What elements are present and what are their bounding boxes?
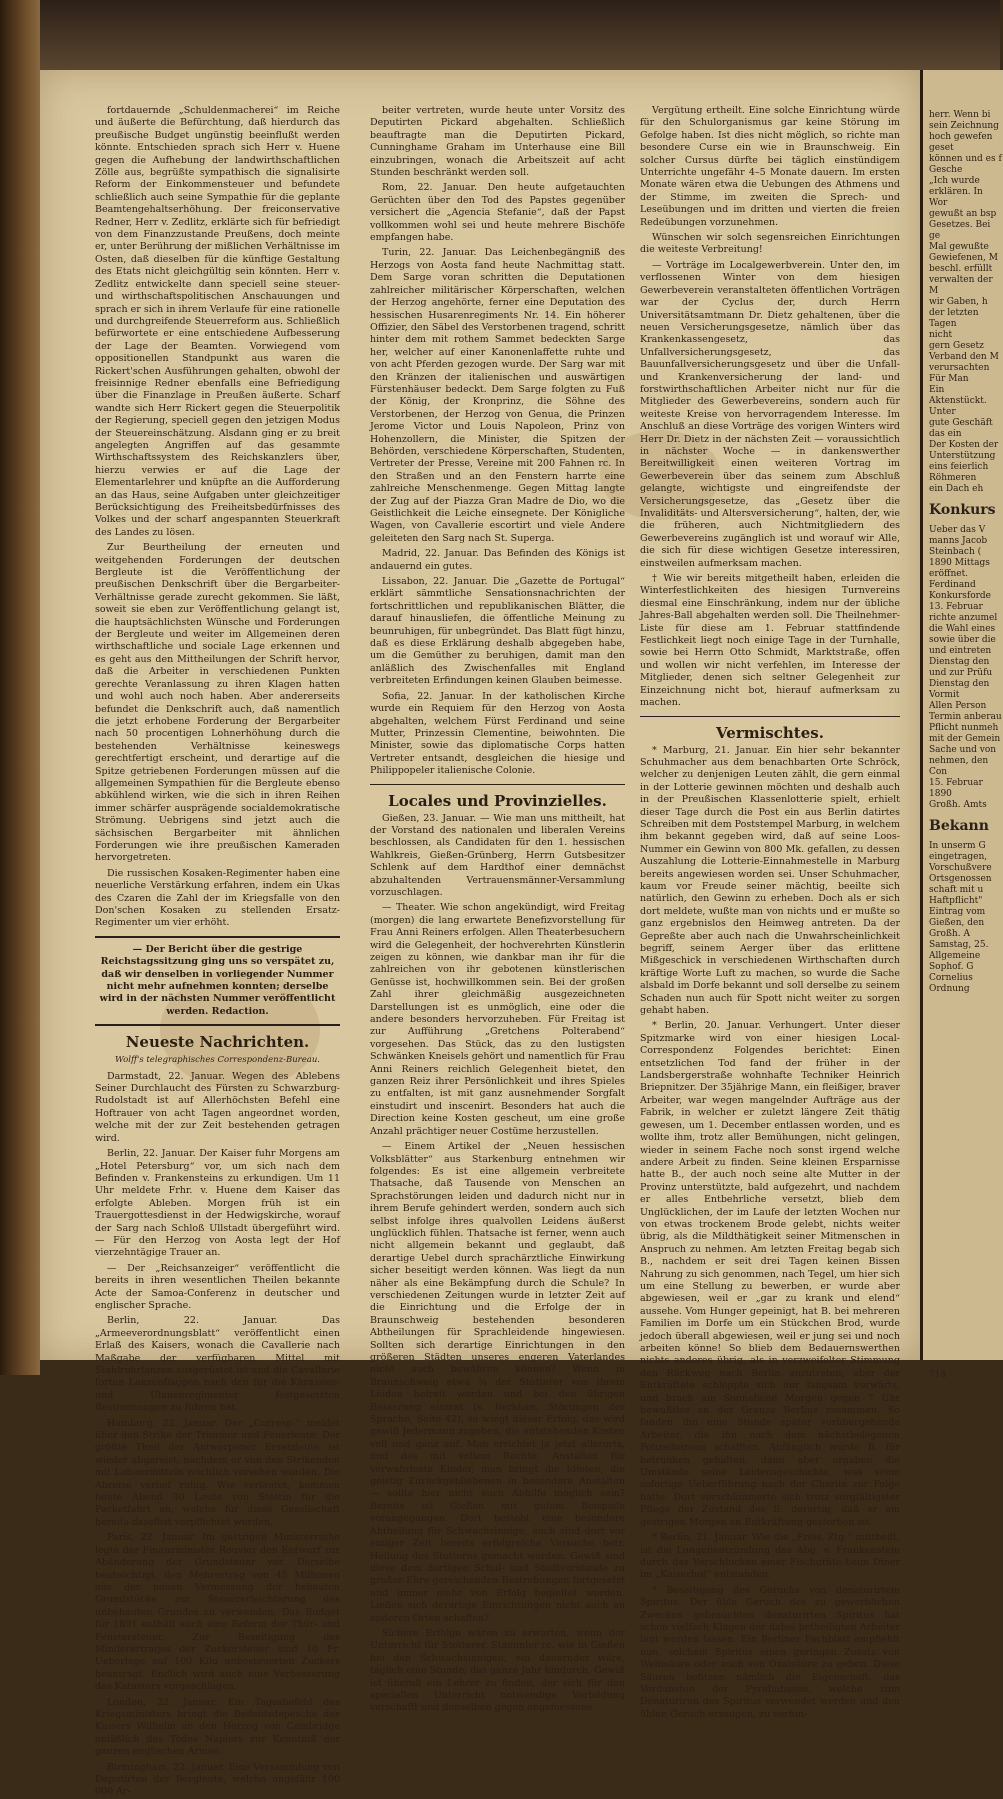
- fragment-heading-bekannt: Bekann: [929, 818, 989, 834]
- fragment-lines-top: [929, 110, 1003, 495]
- fragment-line: das ein: [929, 429, 962, 439]
- news-item: London, 22. Januar. Ein Tagesbefehl des Kriegsministers bringt die Beileidsdepesche des Kaisers Wilhelm an den Herzog von Cambridge anläßlich des Todes Napiers zur Kenntniß der ganzen englischen Armee.: [95, 1696, 340, 1758]
- news-item: — Der „Reichsanzeiger“ veröffentlicht die bereits in ihren wesentlichen Theilen bekannte Acte der Samoa-Conferenz in deutscher und englischer Sprache.: [95, 1262, 340, 1311]
- news-item: † Wie wir bereits mitgetheilt haben, erleiden die Winterfestlichkeiten des hiesigen Turnvereins diesmal eine Einschränkung, indem nur der übliche Jahres-Ball abgehalten werden soll. Die Theilnehmer-Liste für diese am 1. Februar stattfindende Festlichkeit liegt noch einige Tage in der Turnhalle, sowie bei Herrn Otto Schmidt, Marktstraße, offen und wollen wir nicht verfehlen, im Interesse der Mitglieder, denen sich seltner Gelegenheit zur Einzeichnung nicht bot, hierauf aufmerksam zu machen.: [640, 573, 900, 709]
- fragment-line: Pflicht nunmeh: [929, 723, 999, 733]
- article-paragraph: Die russischen Kosaken-Regimenter haben eine neuerliche Verstärkung erfahren, indem ein Ukas des Czaren die Zahl der im Kriegsfalle von den Don'schen Kosaken zu stellenden Ersatz-Regimenter um vier erhöht.: [95, 867, 340, 929]
- fragment-line: verwalten der M: [929, 275, 993, 296]
- fragment-line: 1890 Mittags: [929, 558, 990, 568]
- news-item: * Berlin, 21. Januar. Wie die „Freis. Ztg.“ mittheilt, ist die Lungenentzündung des Abg. v. Frankenstein durch das Verschlucken einer Fischgräte beim Diner im „Kaiserhof“ entstanden.: [640, 1532, 900, 1581]
- divider: [370, 784, 625, 785]
- section-subtitle: Wolff's telegraphisches Correspondenz-Bureau.: [114, 1055, 321, 1066]
- fragment-line: verursachten: [929, 363, 990, 373]
- book-binding: [0, 0, 40, 1375]
- fragment-line: und eintreten: [929, 646, 992, 656]
- article-paragraph: fortdauernde „Schuldenmacherei“ im Reiche und äußerte die Befürchtung, daß hierdurch das preußische Budget ungünstig beeinflußt werden könnte. Entschieden sprach sich Herr v. Huene gegen die Aufhebung der landwirthschaftlichen Zölle aus, begrüßte sympathisch die signalisirte Reform der Einkommensteuer und befundete schließlich auch seine Sympathie für die geplante Beamtengehaltserhöhung. Der freiconservative Redner, Herr v. Zedlitz, erklärte sich für befriedigt von dem Finanzzustande Preußens, doch meinte er, unter Berührung der mißlichen Verhältnisse im Osten, daß dieselben für die künftige Gestaltung des Etats nicht gleichgültig sein könnten. Herr v. Zedlitz entwickelte dann speciell seine steuer- und wirthschaftspolitischen Anschauungen und sprach er sich in ihrem Verlaufe für eine rationelle und durchgreifende Steuerreform aus. Schließlich befürwortete er eine entschiedene Aufbesserung der Lage der Beamten. Vorwiegend vom oppositionellen Standpunkt aus waren die Rickert'schen Ausführungen gehalten, obwohl der freisinnige Redner ebenfalls eine Befriedigung über die Finanzlage in Preußen äußerte. Scharf wandte sich Herr Rickert gegen die Steuerpolitik der Regierung, speciell gegen den jetzigen Modus der Steuereinschätzung. Alsdann ging er zu breit angelegten Angriffen auf das gesammte Wirthschaftssystem des Reichskanzlers über, hierzu verwies er auf die Lage der Elementarlehrer und knüpfte an die Aufforderung an das Haus, seine Aufgaben unter gleichzeitiger Berücksichtigung des Freiheitsbedürfnisses des Volkes und der scharf angespannten Steuerkraft des Landes zu lösen.: [95, 105, 340, 538]
- fragment-line: Vorschußvere: [929, 863, 992, 873]
- fragment-line: Für Man: [929, 374, 969, 384]
- fragment-line: Eintrag vom: [929, 907, 986, 917]
- fragment-line: Verband den M: [929, 352, 999, 362]
- fragment-lines-mid: [929, 525, 1003, 811]
- news-item: Hamburg, 22. Januar. Der „Corresp.“ meldet über den Strike der Trimmer und Feuerleute: Der größte Theil der Antwerpener Ersatzleute ist wieder abgereist, nachdem er von den Strikenden mit Lebensmitteln reichlich versehen worden. Die Abreise verlief ruhig. Wie verlautet, kommen heute Abend 30 Leute von Stettin für die Packetfahrt an, welche für diese Gesellschaft bereits daselbst verpflichtet wurden.: [95, 1417, 340, 1528]
- fragment-line: Ordnung: [929, 984, 970, 994]
- fragment-line: mit der Gemein: [929, 734, 1001, 744]
- news-item: Darmstadt, 22. Januar. Wegen des Ablebens Seiner Durchlaucht des Fürsten zu Schwarzburg-Rudolstadt ist auf Allerhöchsten Befehl eine Hoftrauer von acht Tagen angeordnet worden, welche mit der zur Zeit bestehenden getragen wird.: [95, 1070, 340, 1144]
- section-title-vermischtes: Vermischtes.: [716, 723, 824, 742]
- fragment-line: Gesetzes. Bei ge: [929, 220, 991, 241]
- fragment-line: eins feierlich: [929, 462, 989, 472]
- fragment-line: Gesche: [929, 165, 963, 175]
- news-item: Wünschen wir solch segensreichen Einrichtungen die weiteste Verbreitung!: [640, 232, 900, 256]
- adjacent-page-fragment: [920, 70, 1003, 1380]
- fragment-line: In unserm G: [929, 841, 986, 851]
- fragment-line: Haftpflicht": [929, 896, 983, 906]
- fragment-line: Allgemeine: [929, 951, 981, 961]
- news-item: Gießen, 23. Januar. — Wie man uns mittheilt, hat der Vorstand des nationalen und liberalen Vereins beschlossen, als Candidaten für den 1. hessischen Wahlkreis, Gießen-Grünberg, Herrn Gutsbesitzer Schlenk auf dem Hardthof einer demnächst abzuhaltenden Vertrauensmänner-Versammlung vorzuschlagen.: [370, 812, 625, 898]
- fragment-line: „Ich wurde: [929, 176, 980, 186]
- fragment-line: herr. Wenn bi: [929, 110, 991, 120]
- news-item: Birmingham, 22. Januar. Eine Versammlung von Deputirten der Bergleute, welche ungefähr 100 000 Ar-: [95, 1761, 340, 1798]
- adjacent-page-text: [929, 110, 1003, 1360]
- news-item: Sichere Erfolge wären zu erwarten, wenn der Unterricht für Stotterer, Stammler rc. wie in Gießen bei den Schwachsinnigen, ein dauernder wäre, täglich eine Stunde, das ganze Jahr hindurch. Gewiß ist überall ein Lehrer zu finden, der sich für den speciellen Unterricht notwendige Vorbildung verschafft und denselben gegen angemessene: [370, 1627, 625, 1714]
- fragment-line: schaft mit u: [929, 885, 984, 895]
- fragment-line: Sache und von: [929, 745, 997, 755]
- fragment-line: Samstag, 25.: [929, 940, 989, 950]
- fragment-line: wir Gaben, h: [929, 297, 988, 307]
- column-1: [95, 105, 340, 1798]
- news-item: Vergütung ertheilt. Eine solche Einrichtung würde für den Schulorganismus gar keine Störung im Gefolge haben. Ist dies nicht möglich, so richte man besondere Curse ein wie in Braunschweig. Ein solcher Cursus dürfte bei täglich einstündigem Unterrichte ungefähr 4–5 Monate dauern. Im ersten Monate wären etwa die Uebungen des Athmens und der Stimme, im zweiten die Sprech- und Leseübungen und im dritten und vierten die freien Redeübungen vorzunehmen.: [640, 105, 900, 228]
- news-item: Paris, 22. Januar. Im gestrigen Ministerrathe legte der Finanzminister Rouvier den Entwurf zur Abänderung der Grundsteuer vor. Derselbe beabsichtigt, den Mehrertrag von 45 Millionen aus der neuen Vermessung der bebauten Grundstücke zur Steuererleichterung des unbebauten Grundes zu verwenden. Das Budget für 1891 enthält auch eine Reform der Thür- und Fenstersteuer. Zur Beseitigung des Minderertrages der Zuckersteuer sind 10 Fr. Ueberlage auf 100 Kilo unbesteuerten Zuckers beantragt. Endlich wird auch eine Verbesserung des Katasters vorgeschlagen.: [95, 1532, 340, 1693]
- news-item: * Beseitigung des Geruchs von denaturirtem Spiritus. Der üble Geruch des zu gewerblichen Zwecken gebrauchten denaturirten Spiritus hat schon vielfach Klagen der dabei betheiligten Arbeiter laut werden lassen. Ein Berliner Fachblatt empfiehlt nun, solchem Spiritus einen geringen Zusatz von Weinsäure oder auch von Oxalsäure zu geben. Diese Säuren befitzen nämlich die Eigenschaft, das Verdunsten der Pyridinbasen, welche zum Denaturiren des Spiritus verwendet werden und den üblen Geruch erzeugen, zu verhin-: [640, 1584, 900, 1720]
- fragment-line: Dienstag den: [929, 657, 990, 667]
- fragment-line: Gießen, den: [929, 918, 985, 928]
- fragment-line: Ferdinand: [929, 580, 976, 590]
- news-item: * Berlin, 20. Januar. Verhungert. Unter dieser Spitzmarke wird von einer hiesigen Local-Correspondenz Folgendes berichtet: Einen entsetzlichen Tod fand der früher in der Landsbergerstraße wohnhafte Techniker Heinrich Briepnitzer. Der 35jährige Mann, ein fleißiger, braver Arbeiter, war wegen mangelnder Aufträge aus der Fabrik, in welcher er zuletzt längere Zeit thätig gewesen, um 1. December entlassen worden, und es wollte ihm, trotz aller Bemühungen, nicht gelingen, wieder in seinem Fache noch sonst irgend welche andere Arbeit zu finden. Seine kleinen Ersparnisse hatte B., der auch noch seine alte Mutter in der Provinz unterstützte, bald aufgezehrt, und nachdem er alles Entbehrliche versetzt, blieb dem Unglücklichen, der im Laufe der letzten Wochen nur von etwas trockenem Brode gelebt, nichts weiter übrig, als die Mildthätigkeit seiner Mitmenschen in Anspruch zu nehmen. Am letzten Freitag begab sich B., nachdem er seit drei Tagen keinen Bissen Nahrung zu sich genommen, nach Tegel, um hier sich um eine Stellung zu bewerben, er wurde aber abgewiesen, weil er „gar zu krank und elend“ aussehe. Vom Hunger gepeinigt, hat B. bei mehreren Familien im Dorfe um ein Stückchen Brod, wurde jedoch überall abgewiesen, weil er jung sei und noch arbeiten könne! So blieb dem Bedauernswerthen nichts anderes übrig, als in verzweifelter Stimmung den Rückweg nach Berlin anzutreten, aber der Entkräftete schleppte sich nur langsam vorwärts, und brach am Sonnabend Morgen gegen 7 Uhr bewußtlos an der Grenze Berlins zusammen. So fanden ihn eine Stunde später vorübergehende Arbeiter, die ihn nach dem nächstbelegenen Polizeibureau schafften. Anfänglich wurde B. für betrunken gehalten, dann aber ergaben die Umstände seine Leidensgeschichte, was seine sofortige Ueberführung nach der Charité zur Folge hatte. Dort verschlimmerte sich trotz sorgfältigster Pflege der Zustand des B. derartig, daß er am gestrigen Morgen an Entkräftung gestorben ist.: [640, 1020, 900, 1528]
- divider: [95, 1024, 340, 1026]
- news-item: Sofia, 22. Januar. In der katholischen Kirche wurde ein Requiem für den Herzog von Aosta abgehalten, welchem Fürst Ferdinand und seine Mutter, Prinzessin Clementine, beiwohnten. Die Minister, sowie das diplomatische Corps hatten Vertreter entsandt, desgleichen die hiesige und Philippopeler italienische Colonie.: [370, 690, 625, 777]
- fragment-line: Dienstag den: [929, 679, 990, 689]
- fragment-line: sein Zeichnung: [929, 121, 999, 131]
- fragment-line: Ueber das V: [929, 525, 986, 535]
- news-item: * Marburg, 21. Januar. Ein hier sehr bekannter Schuhmacher aus dem benachbarten Orte Schröck, welcher zu denjenigen Leuten zählt, die gern einmal in der Lotterie gewinnen möchten und deshalb auch in der Preußischen Klassenlotterie spielt, erhielt dieser Tage durch die Post ein aus Berlin datirtes Schreiben mit dem Poststempel Marburg, in welchem ihm bekannt gegeben wird, daß auf seine Loos-Nummer ein Gewinn von 800 Mk. gefallen, zu dessen Auszahlung die Lotterie-Einnahmestelle in Marburg bereits angewiesen worden sei. Unser Schuhmacher, kaum vor Freude seiner mächtig, beeilte sich natürlich, den Gewinn zu erheben. Doch als er sich dort meldete, wußte man von nichts und er mußte so ganz ergebnislos den Heimweg antreten. Da der Gepreßte aber auch nach die Unwahrscheinlichkeit begriff, seinem Aerger über das erlittene Mißgeschick in verschiedenen Wirthschaften durch kräftige Worte Luft zu machen, so wurde die Sache alsbald im Dorfe bekannt und soll derselbe zu seinem Schaden nun auch für Spott nicht weiter zu sorgen gehabt haben.: [640, 744, 900, 1017]
- fragment-line: Cornelius: [929, 973, 973, 983]
- news-item: — Theater. Wie schon angekündigt, wird Freitag (morgen) die lang erwartete Benefizvorstellung für Frau Anni Reiners erfolgen. Allen Theaterbesuchern wird die Gelegenheit, der hochverehrten Künstlerin zeigen zu können, wie dankbar man ihr für die zahlreichen von ihr gebotenen künstlerischen Genüsse ist, hochwillkommen sein. Bei der großen Zahl ihrer gleichmäßig ausgezeichneten Darstellungen ist es unmöglich, eine oder die andere besonders hervorzuheben. Für Freitag ist zur Aufführung „Gretchens Polterabend“ vorgesehen. Das Stück, das zu den lustigsten Schwänken Kneisels gehört und namentlich für Frau Anni Reiners reichlich Gelegenheit bietet, den ganzen Reiz ihrer Persönlichkeit und ihres Spieles zu entfalten, ist mit ganz ausnehmender Sorgfalt einstudirt und inscenirt. Besonders hat auch die Direction keine Kosten gescheut, um eine große Anzahl prächtiger neuer Costüme herzustellen.: [370, 902, 625, 1137]
- fragment-line: können und es f: [929, 154, 1002, 164]
- fragment-line: und zur Prüfu: [929, 668, 993, 678]
- news-item: Turin, 22. Januar. Das Leichenbegängniß des Herzogs von Aosta fand heute Nachmittag statt. Dem Sarge voran schritten die Deputationen zahlreicher militärischer Körperschaften, welchen der Herzog angehörte, ferner eine Deputation des hessischen Husarenregiments Nr. 14. Ein höherer Offizier, den Säbel des Verstorbenen tragend, schritt hinter dem mit rothem Sammet bedeckten Sarge her, welcher auf einer Kanonenlaffette ruhte und von acht Pferden gezogen wurde. Der Sarg war mit den Kränzen der italienischen und auswärtigen Fürstenhäuser bedeckt. Dem Sarge folgten zu Fuß der König, der Kronprinz, die Söhne des Verstorbenen, der Herzog von Genua, die Prinzen Jerome Victor und Louis Napoleon, Prinz von Hohenzollern, die Minister, die Spitzen der Behörden, verschiedene Körperschaften, Studenten, Vertreter der Presse, Vereine mit 200 Fahnen rc. In den Straßen und an den Fenstern harrte eine zahlreiche Menschenmenge. Gegen Mittag langte der Zug auf der Piazza Gran Madre de Dio, wo die Geistlichkeit die Leiche einsegnete. Der Königliche Wagen, von Cavallerie escortirt und viele Andere geleiteten den Sarg nach St. Superga.: [370, 247, 625, 544]
- fragment-line: sowie über die: [929, 635, 996, 645]
- news-item: — Einem Artikel der „Neuen hessischen Volksblätter“ aus Starkenburg entnehmen wir folgendes: Es ist eine allgemein verbreitete Thatsache, daß Tausende von Menschen an Sprachstörungen leiden und dadurch nicht nur in ihrem Berufe gehindert werden, sondern auch sich selbst infolge ihres qualvollen Leidens äußerst unglücklich fühlen. Thatsache ist ferner, wenn auch nicht allgemein bekannt und geglaubt, daß derartige Uebel durch sprachärztliche Einwirkung sicher beseitigt werden können. Was liegt da nun näher als eine Bekämpfung durch die Schule? In verschiedenen Zeitungen wurde in letzter Zeit auf die Einrichtung und die Erfolge der in Braunschweig bestehenden besonderen Abtheilungen für Sprachleidende hingewiesen. Sollten sich derartige Einrichtungen in den größeren Städten unseres engeren Vaterlandes nicht auch bewähren können? Wenn in Braunschweig etwa ¾ der Stotterer von ihrem Leiden befreit worden und bei den übrigen Besserung eintrat (s. Berkhan, Störungen der Sprache, Seite 42), so wiegt dieser Erfolg, das wird gewiß Jedermann zugeben, die entstehenden Kosten voll und ganz auf. Man errichtet ja jetzt allerorts, und das mit vollem Rechte, Anstalten für verwahrloste Kinder, man bringt die Idioten, die geistig Zurückgebliebenen in besondere Anstalten — sollte hier nicht auch Abhilfe möglich sein? Bereits ist Gießen mit gutem Beispiele vorangegangen. Dort besteht eine besondere Abtheilung für Schwachsinnige; auch sind dort vor einiger Zeit bereits erfolgreiche Versuche betr. Heilung des Stotterns gemacht worden. Gewiß sind diese dem dortigen Schul- und Stadtvorstande zu großer Ehre gereichenden Bestrebungen fortgesetzt und immer mehr von Erfolg begleitet worden. Ließen sich derartige Einrichtungen nicht auch an anderen Orten schaffen?: [370, 1141, 625, 1624]
- fragment-line: der letzten Tagen: [929, 308, 979, 329]
- fragment-line: Mal gewußte: [929, 242, 989, 252]
- fragment-line: gewußt an bsp: [929, 209, 997, 219]
- scan-top-edge: [40, 0, 1000, 70]
- fragment-line: 13. Februar: [929, 602, 983, 612]
- fragment-line: Allen Person: [929, 701, 987, 711]
- fragment-line: Aktenstückt. Unter: [929, 396, 987, 417]
- fragment-line: Konkursforde: [929, 591, 992, 601]
- fragment-line: eingetragen,: [929, 852, 988, 862]
- fragment-line: nehmen, den Con: [929, 756, 989, 777]
- fragment-line: Unterstützung: [929, 451, 996, 461]
- news-item: Rom, 22. Januar. Den heute aufgetauchten Gerüchten über den Tod des Papstes gegenüber versichert die „Agencia Stefanie“, daß der Papst vollkommen wohl sei und heute mehrere Bischöfe empfangen habe.: [370, 182, 625, 244]
- fragment-line: 15. Februar 1890: [929, 778, 983, 799]
- section-title-locales: Locales und Provinzielles.: [388, 791, 607, 810]
- news-item: Berlin, 22. Januar. Der Kaiser fuhr Morgens am „Hotel Petersburg“ vor, um sich nach dem Befinden v. Frankensteins zu erkundigen. Um 11 Uhr meldete Frhr. v. Huene dem Kaiser das erfolgte Ableben. Morgen früh ist ein Trauergottesdienst in der Hedwigskirche, worauf der Sarg nach Schloß Ullstadt übergeführt wird. — Für den Herzog von Aosta legt der Hof vierzehntägige Trauer an.: [95, 1148, 340, 1259]
- fragment-line: richte anzumel: [929, 613, 998, 623]
- divider: [640, 716, 900, 717]
- fragment-line: manns Jacob: [929, 536, 988, 546]
- fragment-line: Ein: [929, 385, 945, 395]
- fragment-line: Ortsgenossen: [929, 874, 992, 884]
- fragment-line: Großh. Amts: [929, 800, 987, 810]
- fragment-line: erklären. In Wor: [929, 187, 983, 208]
- news-item: Lissabon, 22. Januar. Die „Gazette de Portugal“ erklärt sämmtliche Sensationsnachrichten der fortschrittlichen und republikanischen Blätter, die darauf hinausliefen, die öffentliche Meinung zu beunruhigen, für unbegründet. Das Blatt fügt hinzu, daß es diese Erklärung deshalb abgegeben habe, um die Gemüther zu beruhigen, damit man den anläßlich des Zwischenfalles mit England verbreiteten Erfindungen keinen Glauben beimesse.: [370, 576, 625, 687]
- fragment-line: gute Geschäft: [929, 418, 993, 428]
- fragment-line: Sophof. G: [929, 962, 974, 972]
- page-number: 714: [929, 1370, 947, 1380]
- fragment-line: nicht: [929, 330, 953, 340]
- fragment-line: eröffnet.: [929, 569, 969, 579]
- fragment-line: Der Kosten der: [929, 440, 999, 450]
- fragment-line: hoch gewefen geset: [929, 132, 993, 153]
- divider: [95, 936, 340, 938]
- editorial-notice: — Der Bericht über die gestrige Reichstagssitzung ging uns so verspätet zu, daß wir denselben in vorliegender Nummer nicht mehr aufnehmen konnten; derselbe wird in der nächsten Nummer veröffentlicht werden. Redaction.: [99, 943, 336, 1017]
- fragment-line: Gewiefenen, M: [929, 253, 998, 263]
- fragment-line: Termin anberau: [929, 712, 1002, 722]
- fragment-line: Röhmeren: [929, 473, 977, 483]
- column-2: [370, 105, 625, 1714]
- section-title-neueste-nachrichten: Neueste Nachrichten.: [125, 1033, 310, 1052]
- fragment-line: Großh. A: [929, 929, 970, 939]
- news-item: — Vorträge im Localgewerbverein. Unter den, im verflossenen Winter von dem hiesigen Gewerbeverein veranstalteten öffentlichen Vorträgen war der Cyclus der, durch Herrn Universitätsamtmann Dr. Dietz gehaltenen, über die neuen Versicherungsgesetze, nämlich über das Krankenkassengesetz, das Unfallversicherungsgesetz, das Bauunfallversicherungsgesetz und über die Unfall- und Krankenversicherung der land- und forstwirthschaftlichen Arbeiter nicht nur für die Mitglieder des Gewerbevereins, sondern auch für weiteste Kreise von hervorragendem Interesse. Im Anschluß an diese Vorträge des vorigen Winters wird Herr Dr. Dietz in der nächsten Zeit — voraussichtlich in nächster Woche — in dankenswerther Bereitwilligkeit einen weiteren Vortrag im Gewerbeverein über das seinem zum Abschluß gelangte, wichtigste und eingreifendste der Versicherungsgesetze, das „Gesetz über die Invaliditäts- und Altersversicherung“, halten, der, wie die früheren, auch Nichtmitgliedern des Gewerbevereins zugänglich ist und worauf wir Alle, die sich für diese wichtigen Gesetze interessiren, einstweilen aufmerksam machen.: [640, 259, 900, 569]
- news-item: Madrid, 22. Januar. Das Befinden des Königs ist andauernd ein gutes.: [370, 548, 625, 572]
- fragment-line: Steinbach (: [929, 547, 982, 557]
- news-item: beiter vertreten, wurde heute unter Vorsitz des Deputirten Pickard abgehalten. Schließlich beauftragte man die Deputirten Pickard, Cunninghame Graham im Unterhause eine Bill einzubringen, wonach die Arbeitszeit auf acht Stunden beschränkt werden soll.: [370, 105, 625, 179]
- fragment-lines-bottom: [929, 841, 1003, 995]
- fragment-line: ein Dach eh: [929, 484, 984, 494]
- fragment-line: Vormit: [929, 690, 960, 700]
- fragment-line: gern Gesetz: [929, 341, 984, 351]
- news-item: Berlin, 22. Januar. Das „Armeeverordnungsblatt“ veröffentlicht einen Erlaß des Kaisers, wonach die Cavallerie nach Maßgabe der verfügbaren Mittel mit Stahlrohrlanzen ausgerüstet ist und die Cavallerie fortan Lanzenflaggen nach den für die Kürassier- und Ulanenregimenter festgesetzten Bestimmungen zu führen hat.: [95, 1315, 340, 1414]
- column-3: [640, 105, 900, 1720]
- fragment-line: die Wahl eines: [929, 624, 996, 634]
- article-paragraph: Zur Beurtheilung der erneuten und weitgehenden Forderungen der deutschen Bergleute ist die Veröffentlichung der preußischen Denkschrift über die Bergarbeiter-Verhältnisse gerade zurecht gekommen. Sie läßt, soweit sie eben zur Veröffentlichung gelangt ist, die hauptsächlichsten Wünsche und Forderungen der Bergleute und weiter im Allgemeinen deren wirthschaftliche und sociale Lage erkennen und es geht aus den Mittheilungen der Schrift hervor, daß die Arbeiter in verschiedenen Punkten gerechte Veranlassung zu ihren Klagen hatten und wohl auch noch haben. Aber andererseits befundet die Denkschrift auch, daß namentlich die jetzt erhobene Forderung der Bergarbeiter nach 50 procentigen Lohnerhöhung durch die bestehenden Verhältnisse keineswegs gerechtfertigt erscheint, und derartige auf die Spitze getriebenen Forderungen müssen auf die allgemeinen Sympathien für die Bergleute ebenso abkühlend wirken, wie die sich in ihren Reihen immer schärfer ausprägende socialdemokratische Strömung. Uebrigens sind jetzt auch die sächsischen Bergarbeiter mit ähnlichen Forderungen wie ihre preußischen Kameraden hervorgetreten.: [95, 542, 340, 864]
- fragment-heading-konkurs: Konkurs: [929, 502, 996, 518]
- fragment-line: beschl. erfüllt: [929, 264, 993, 274]
